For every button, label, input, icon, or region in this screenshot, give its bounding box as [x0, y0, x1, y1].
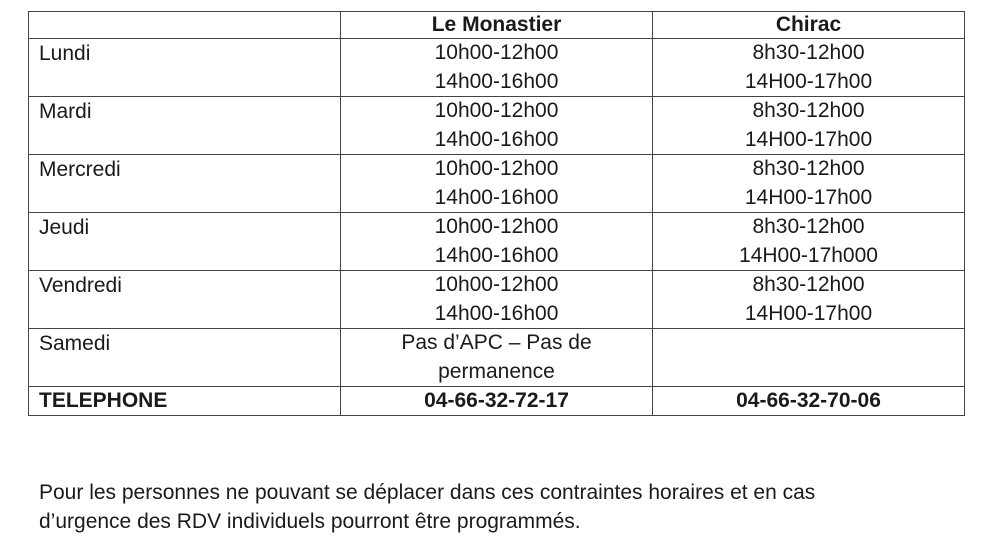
phone-label: TELEPHONE: [29, 387, 341, 416]
phone-row: [29, 387, 965, 416]
header-le-monastier: Le Monastier: [341, 12, 653, 39]
chirac-hours-cell: [653, 213, 965, 271]
table-row: [29, 39, 965, 97]
time-slot: 8h30-12h00: [752, 215, 865, 238]
time-slot: 8h30-12h00: [752, 157, 865, 180]
chirac-hours-cell: [653, 155, 965, 213]
monastier-hours-cell: [341, 155, 653, 213]
day-label-mardi: Mardi: [29, 97, 341, 155]
header-chirac: Chirac: [653, 12, 965, 39]
note-line: permanence: [438, 359, 555, 383]
header-corner: [29, 12, 341, 39]
table-row: [29, 97, 965, 155]
footnote-line: Pour les personnes ne pouvant se déplacer dans ces contraintes horaires et en cas: [39, 481, 816, 504]
time-slot: 8h30-12h00: [752, 99, 865, 122]
table-row: [29, 271, 965, 329]
time-slot: 14h00-16h00: [434, 127, 559, 151]
table-row: [29, 329, 965, 387]
header-row: [29, 12, 965, 39]
time-slot: 14h00-16h00: [434, 243, 559, 267]
time-slot: 10h00-12h00: [434, 157, 559, 180]
day-label-lundi: Lundi: [29, 39, 341, 97]
monastier-saturday-note: [341, 329, 653, 387]
chirac-hours-cell: [653, 97, 965, 155]
day-label-jeudi: Jeudi: [29, 213, 341, 271]
note-line: Pas d’APC – Pas de: [401, 331, 592, 354]
time-slot: 14H00-17h00: [744, 301, 873, 325]
day-label-samedi: Samedi: [29, 329, 341, 387]
monastier-hours-cell: [341, 39, 653, 97]
time-slot: 10h00-12h00: [434, 99, 559, 122]
time-slot: 8h30-12h00: [752, 41, 865, 64]
chirac-hours-cell: [653, 39, 965, 97]
monastier-hours-cell: [341, 271, 653, 329]
time-slot: 14h00-16h00: [434, 185, 559, 209]
monastier-hours-cell: [341, 213, 653, 271]
time-slot: 8h30-12h00: [752, 273, 865, 296]
chirac-hours-cell: [653, 271, 965, 329]
time-slot: 10h00-12h00: [434, 215, 559, 238]
time-slot: 14h00-16h00: [434, 301, 559, 325]
chirac-phone: 04-66-32-70-06: [653, 387, 965, 416]
table-row: [29, 213, 965, 271]
footnote-line: d’urgence des RDV individuels pourront être programmés.: [39, 510, 581, 533]
time-slot: 14H00-17h00: [744, 127, 873, 151]
schedule-table: [28, 11, 965, 416]
day-label-mercredi: Mercredi: [29, 155, 341, 213]
time-slot: 10h00-12h00: [434, 273, 559, 296]
footnote: [39, 478, 969, 536]
chirac-saturday-cell: [653, 329, 965, 387]
monastier-hours-cell: [341, 97, 653, 155]
time-slot: 14h00-16h00: [434, 69, 559, 93]
table-row: [29, 155, 965, 213]
time-slot: 10h00-12h00: [434, 41, 559, 64]
time-slot: 14H00-17h00: [744, 185, 873, 209]
monastier-phone: 04-66-32-72-17: [341, 387, 653, 416]
time-slot: 14H00-17h00: [744, 69, 873, 93]
time-slot: 14H00-17h000: [739, 243, 878, 267]
day-label-vendredi: Vendredi: [29, 271, 341, 329]
